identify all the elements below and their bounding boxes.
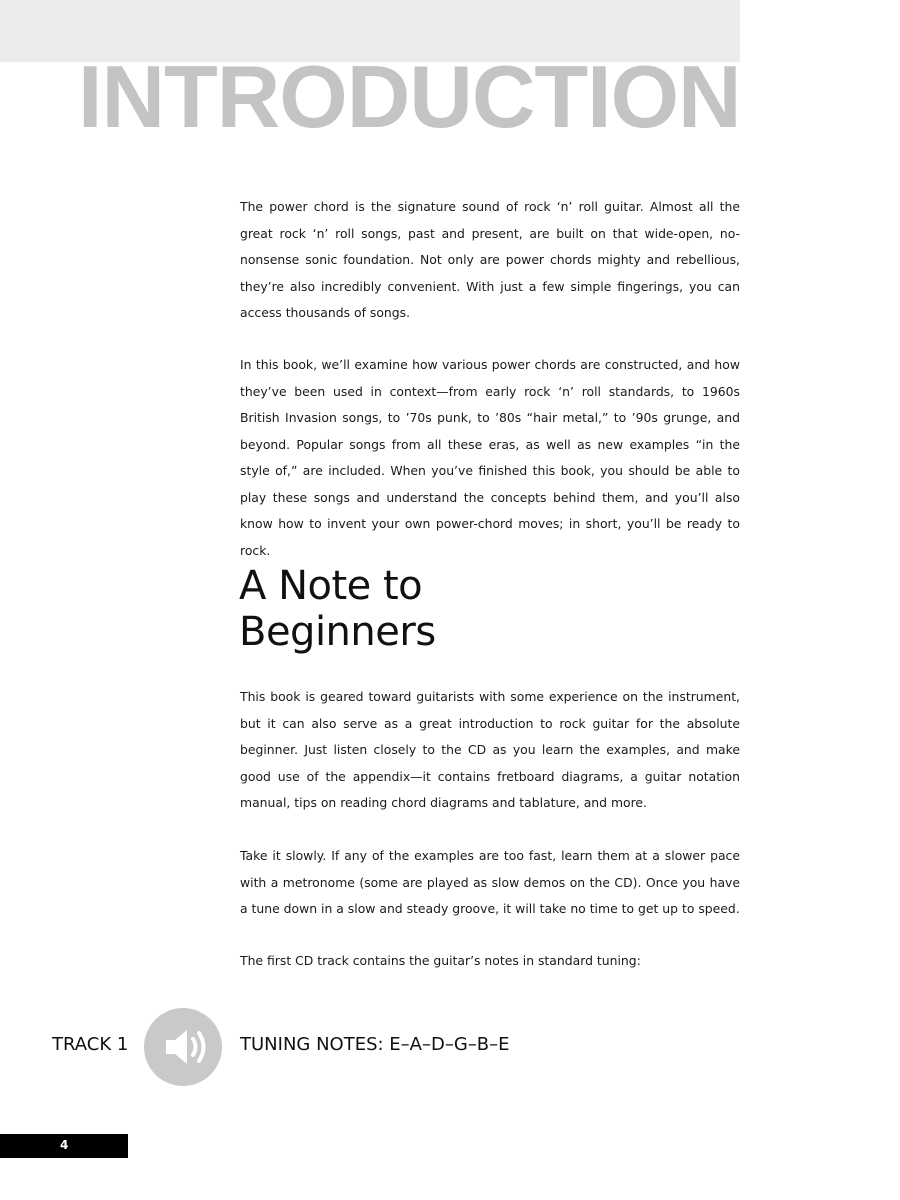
beginners-paragraph-2: Take it slowly. If any of the examples are too fast, learn them at a slower pace with a metronome (some are played as slow demos on the CD). Once you have a tune down in a slow and steady groove, it will take no time to get up to speed. [240,848,740,916]
tuning-notes: TUNING NOTES: E–A–D–G–B–E [240,1034,510,1055]
page-number-box [0,1134,128,1158]
track-label: TRACK 1 [52,1034,129,1055]
intro-paragraph-1: The power chord is the signature sound of rock ‘n’ roll guitar. Almost all the great rock ‘n’ roll songs, past and present, are built on that wide-open, no-nonsense sonic foundation. Not only are power chords mighty and rebellious, they’re also incredibly convenient. With just a few simple fingerings, you can access thousands of songs. [240,199,740,320]
section-heading-line-1: A Note to [239,563,423,609]
section-heading [239,563,739,655]
page-title: INTRODUCTION [78,47,741,146]
beginners-paragraph-1: This book is geared toward guitarists with some experience on the instrument, but it can also serve as a great introduction to rock guitar for the absolute beginner. Just listen closely to the CD as you learn the examples, and make good use of the appendix—it contains fretboard diagrams, a guitar notation manual, tips on reading chord diagrams and tablature, and more. [240,689,740,810]
section-heading-line-2: Beginners [239,609,436,655]
speaker-icon [144,1008,222,1086]
intro-paragraph-2: In this book, we’ll examine how various power chords are constructed, and how they’ve been used in context—from early rock ‘n’ roll standards, to 1960s British Invasion songs, to ’70s punk, to ’80s “hair metal,” to ’90s grunge, and beyond. Popular songs from all these eras, as well as new examples “in the style of,” are included. When you’ve finished this book, you should be able to play these songs and understand the concepts behind them, and you’ll also know how to invent your own power-chord moves; in short, you’ll be ready to rock. [240,357,740,558]
page-number: 4 [60,1138,69,1152]
beginners-paragraph-3: The first CD track contains the guitar’s notes in standard tuning: [240,953,641,968]
